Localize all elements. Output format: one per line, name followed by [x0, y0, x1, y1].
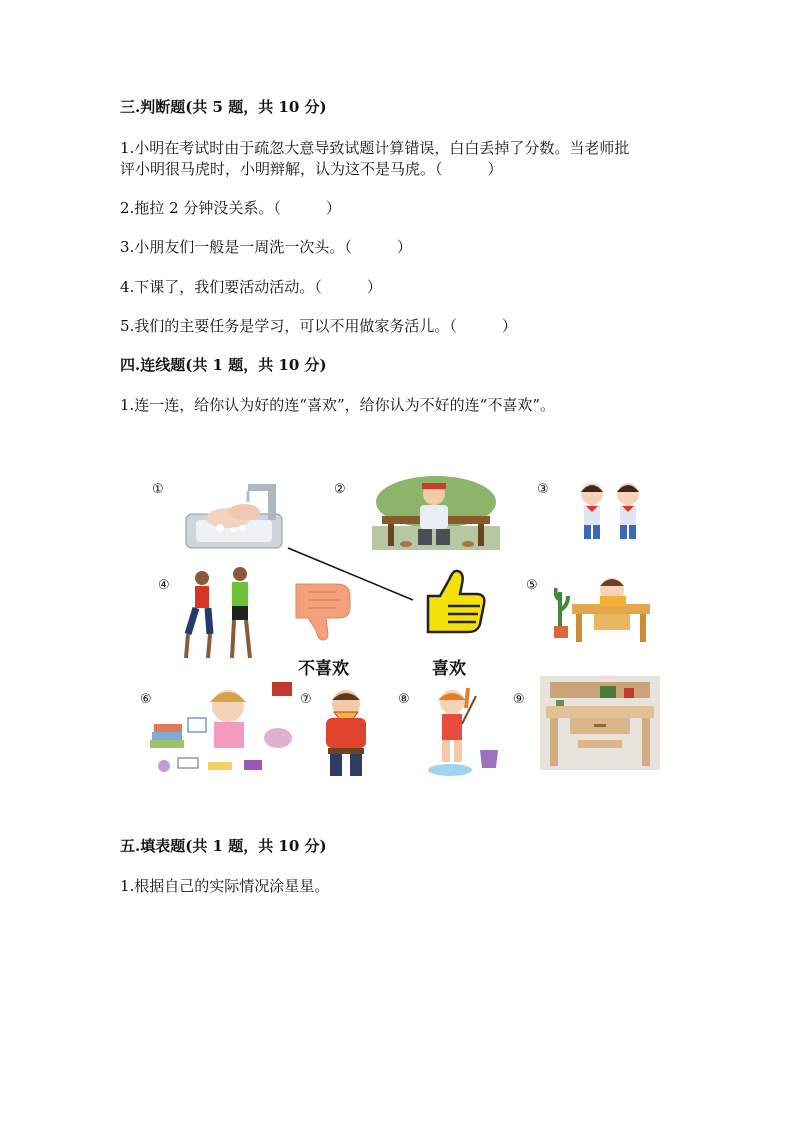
marker-8: ⑧ [398, 692, 410, 707]
dislike-label: 不喜欢 [298, 659, 349, 679]
question-3-1-line-1: 1.小明在考试时由于疏忽大意导致试题计算错误，白白丢掉了分数。当老师批 [120, 139, 630, 157]
two-children-image [570, 480, 652, 544]
matching-figure [140, 470, 680, 790]
man-on-bench-image [372, 474, 500, 550]
like-label: 喜欢 [432, 659, 466, 679]
section-4-title: 四.连线题(共 1 题，共 10 分) [120, 356, 327, 374]
boy-eating-pizza-image [314, 688, 378, 782]
marker-7: ⑦ [300, 692, 312, 707]
handwashing-image [182, 478, 290, 554]
question-3-4: 4.下课了，我们要活动活动。（ ） [120, 278, 382, 296]
thumbs-down-icon [290, 578, 360, 642]
runners-image [180, 564, 264, 668]
marker-5: ⑤ [526, 578, 538, 593]
marker-9: ⑨ [513, 692, 525, 707]
child-sleeping-at-desk-image [554, 566, 652, 646]
messy-room-image [148, 678, 298, 778]
question-3-5: 5.我们的主要任务是学习，可以不用做家务活儿。（ ） [120, 317, 517, 335]
question-3-3: 3.小朋友们一般是一周洗一次头。（ ） [120, 238, 412, 256]
marker-1: ① [152, 482, 164, 497]
thumbs-up-icon [420, 566, 490, 636]
wooden-desk-image [540, 676, 660, 770]
section-5-title: 五.填表题(共 1 题，共 10 分) [120, 837, 327, 855]
marker-2: ② [334, 482, 346, 497]
question-3-2: 2.拖拉 2 分钟没关系。（ ） [120, 199, 341, 217]
question-3-1-line-2: 评小明很马虎时，小明辩解，认为这不是马虎。（ ） [120, 160, 503, 178]
marker-4: ④ [158, 578, 170, 593]
girl-mopping-image [424, 684, 504, 780]
question-4-1: 1.连一连，给你认为好的连“喜欢”，给你认为不好的连“不喜欢”。 [120, 396, 555, 414]
marker-3: ③ [537, 482, 549, 497]
question-5-1: 1.根据自己的实际情况涂星星。 [120, 877, 330, 895]
section-3-title: 三.判断题(共 5 题，共 10 分) [120, 98, 327, 116]
marker-6: ⑥ [140, 692, 152, 707]
